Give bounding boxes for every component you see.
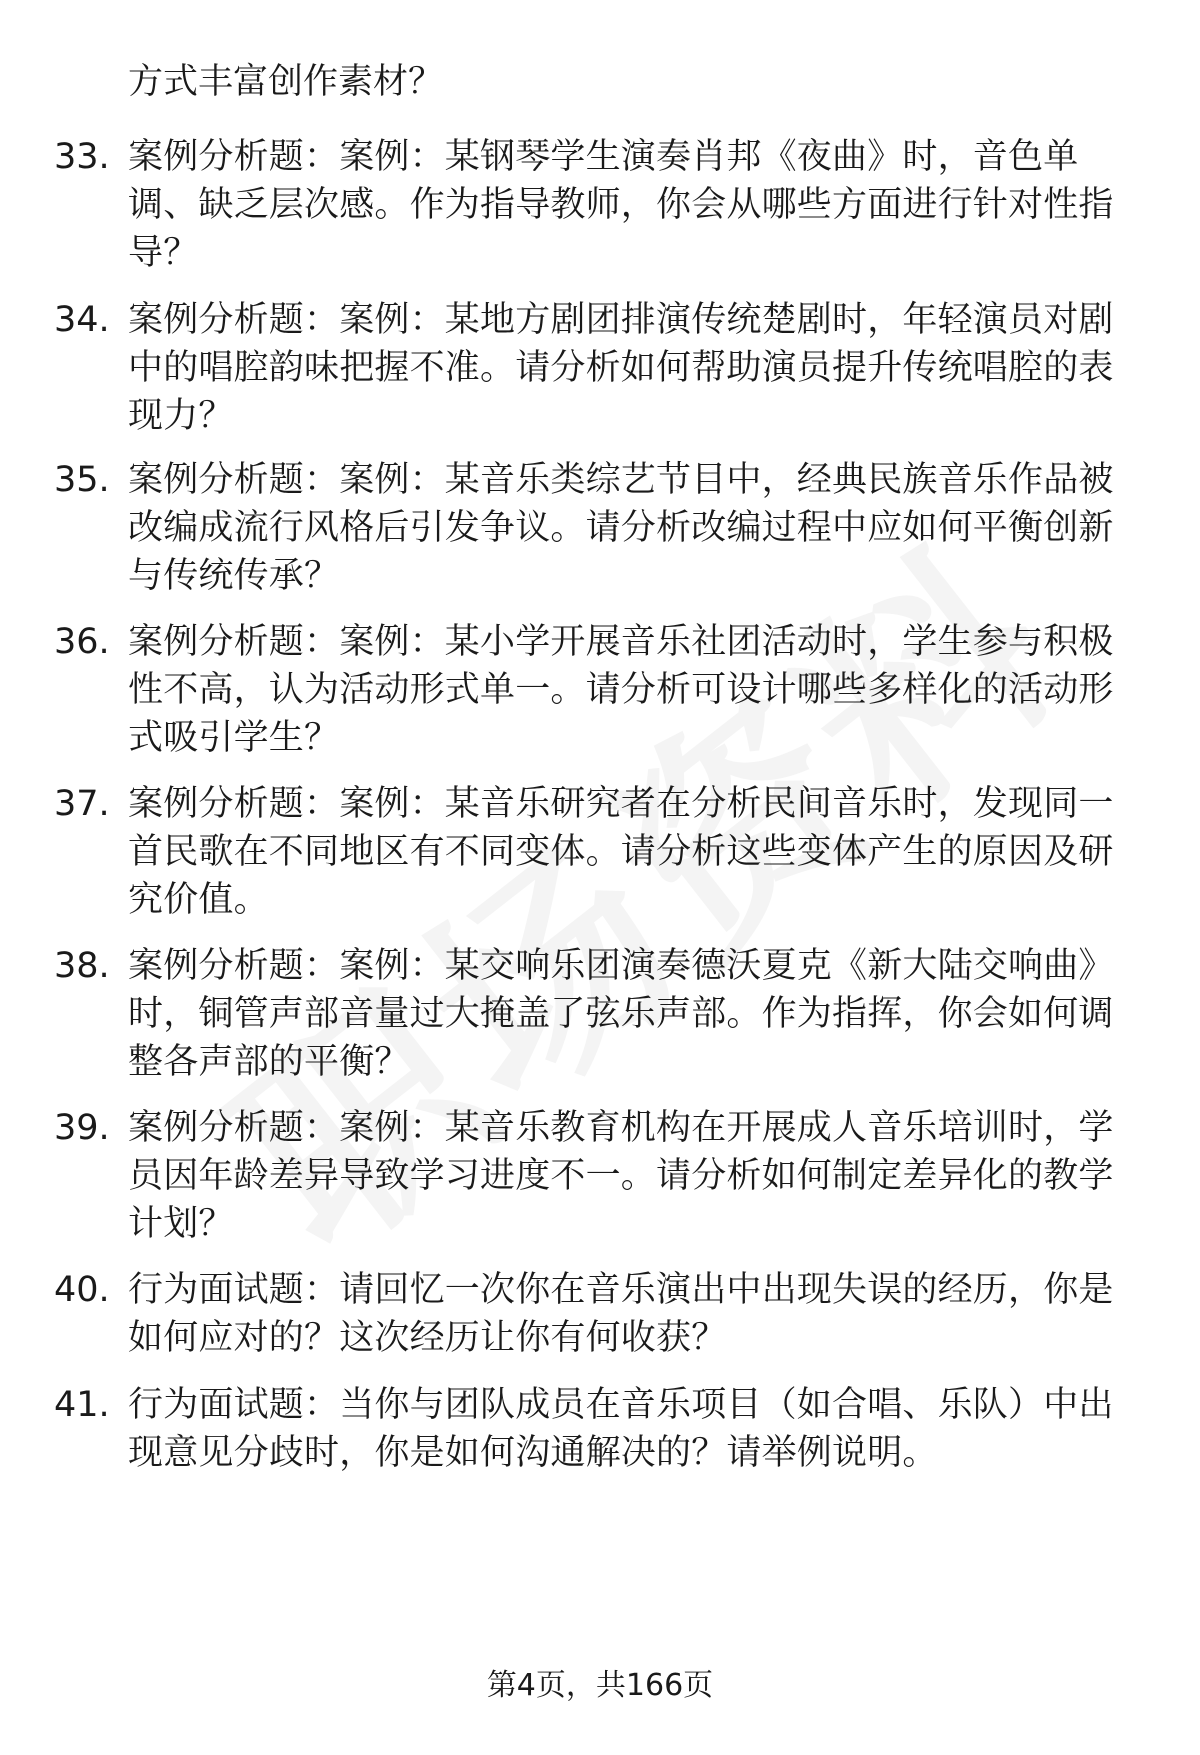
question-text-line: 案例分析题：案例：某地方剧团排演传统楚剧时，年轻演员对剧 xyxy=(128,300,1114,340)
question-text-line: 时，铜管声部音量过大掩盖了弦乐声部。作为指挥，你会如何调 xyxy=(128,994,1114,1034)
question-number: 38. xyxy=(54,946,110,986)
question-text-line: 案例分析题：案例：某小学开展音乐社团活动时，学生参与积极 xyxy=(128,622,1114,662)
question-text-line: 案例分析题：案例：某交响乐团演奏德沃夏克《新大陆交响曲》 xyxy=(128,946,1114,986)
question-text-line: 如何应对的？这次经历让你有何收获？ xyxy=(128,1318,727,1358)
question-text-line: 性不高，认为活动形式单一。请分析可设计哪些多样化的活动形 xyxy=(128,670,1114,710)
question-text-line: 案例分析题：案例：某音乐教育机构在开展成人音乐培训时，学 xyxy=(128,1108,1114,1148)
question-text-line: 与传统传承？ xyxy=(128,556,340,596)
question-text-line: 首民歌在不同地区有不同变体。请分析这些变体产生的原因及研 xyxy=(128,832,1114,872)
question-number: 39. xyxy=(54,1108,110,1148)
question-text-line: 整各声部的平衡？ xyxy=(128,1042,410,1082)
question-text-line: 式吸引学生？ xyxy=(128,718,340,758)
question-text-line: 案例分析题：案例：某钢琴学生演奏肖邦《夜曲》时，音色单 xyxy=(128,137,1079,177)
question-text-line: 案例分析题：案例：某音乐类综艺节目中，经典民族音乐作品被 xyxy=(128,460,1114,500)
question-text-line: 中的唱腔韵味把握不准。请分析如何帮助演员提升传统唱腔的表 xyxy=(128,348,1114,388)
question-text-line: 现力？ xyxy=(128,396,234,436)
question-continuation-text: 方式丰富创作素材？ xyxy=(128,62,444,102)
question-text-line: 究价值。 xyxy=(128,880,269,920)
question-number: 34. xyxy=(54,300,110,340)
question-number: 37. xyxy=(54,784,110,824)
question-text-line: 行为面试题：请回忆一次你在音乐演出中出现失误的经历，你是 xyxy=(128,1270,1114,1310)
question-number: 36. xyxy=(54,622,110,662)
page-number-footer: 第4页，共166页 xyxy=(486,1668,714,1703)
question-number: 35. xyxy=(54,460,110,500)
question-number: 33. xyxy=(54,137,110,177)
question-text-line: 导？ xyxy=(128,233,199,273)
question-text-line: 改编成流行风格后引发争议。请分析改编过程中应如何平衡创新 xyxy=(128,508,1114,548)
question-text-line: 案例分析题：案例：某音乐研究者在分析民间音乐时，发现同一 xyxy=(128,784,1114,824)
question-text-line: 计划？ xyxy=(128,1204,234,1244)
question-text-line: 调、缺乏层次感。作为指导教师，你会从哪些方面进行针对性指 xyxy=(128,185,1114,225)
question-text-line: 行为面试题：当你与团队成员在音乐项目（如合唱、乐队）中出 xyxy=(128,1385,1114,1425)
question-number: 41. xyxy=(54,1385,110,1425)
question-text-line: 现意见分歧时，你是如何沟通解决的？请举例说明。 xyxy=(128,1433,938,1473)
question-text-line: 员因年龄差异导致学习进度不一。请分析如何制定差异化的教学 xyxy=(128,1156,1114,1196)
question-number: 40. xyxy=(54,1270,110,1310)
